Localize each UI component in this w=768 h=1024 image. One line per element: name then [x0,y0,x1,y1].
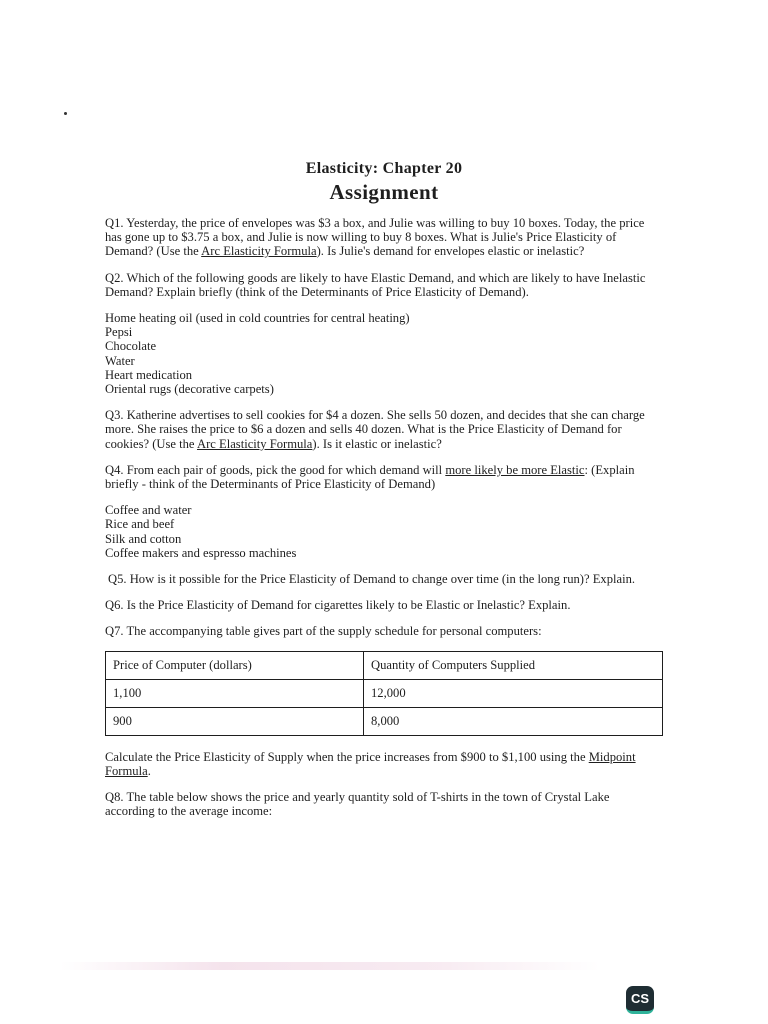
table-header-cell: Quantity of Computers Supplied [364,651,663,679]
question-2: Q2. Which of the following goods are likely to have Elastic Demand, and which are likely to have Inelastic Demand? Explain briefly (think of the Determinants of Price Elasticity of Demand). [105,270,646,299]
table-cell: 1,100 [106,679,364,707]
list-item: Home heating oil (used in cold countries for central heating) [105,311,410,326]
table-header-cell: Price of Computer (dollars) [106,651,364,679]
question-5: Q5. How is it possible for the Price Elasticity of Demand to change over time (in the long run)? Explain. [108,572,636,587]
list-item: Silk and cotton [105,531,182,546]
page-title: Assignment [329,180,439,204]
question-7: Q7. The accompanying table gives part of the supply schedule for personal computers: [105,624,542,639]
table-row [106,707,663,735]
table-cell: 12,000 [364,679,663,707]
list-item: Pepsi [105,325,133,340]
q4-pairs-list [105,503,661,560]
list-item: Heart medication [105,367,193,382]
scan-artifact [60,962,600,970]
midpoint-formula-link: Midpoint Formula [105,749,636,778]
table-row [106,679,663,707]
supply-schedule-table [105,651,663,736]
table-cell: 8,000 [364,707,663,735]
more-elastic-emphasis: more likely be more Elastic [445,462,585,477]
arc-elasticity-formula-link: Arc Elasticity Formula [196,436,313,451]
list-item: Chocolate [105,339,157,354]
question-6: Q6. Is the Price Elasticity of Demand for cigarettes likely to be Elastic or Inelastic? Explain. [105,598,571,613]
list-item: Coffee makers and espresso machines [105,545,297,560]
list-item: Water [105,353,135,368]
scan-speck [64,112,67,115]
table-cell: 900 [106,707,364,735]
camscanner-logo-icon: CS [626,986,654,1014]
question-3: Q3. Katherine advertises to sell cookies for $4 a dozen. She sells 50 dozen, and decides that she can charge more. She raises the price to $6 a dozen and sells 40 dozen. What is the Price Elasticity of Demand for cookies? (Use the Arc Elasticity Formula). Is it elastic or inelastic? [105,408,645,451]
arc-elasticity-formula-link: Arc Elasticity Formula [201,244,317,259]
question-1: Q1. Yesterday, the price of envelopes was $3 a box, and Julie was willing to buy 10 boxes. Today, the price has gone up to $3.75 a box, and Julie is now willing to buy 8 boxes. What is Julie's Price Elasticity of Demand? (Use the Arc Elasticity Formula). Is Julie's demand for envelopes elastic or inelastic? [105,216,645,259]
list-item: Oriental rugs (decorative carpets) [105,382,274,397]
question-4: Q4. From each pair of goods, pick the good for which demand will more likely be more Elastic: (Explain briefly - think of the Determinants of Price Elasticity of Demand) [105,462,635,492]
page-header [0,160,768,205]
table-header-row [106,651,663,679]
question-8: Q8. The table below shows the price and yearly quantity sold of T-shirts in the town of Crystal Lake according to the average income: [105,790,610,819]
page-subtitle: Elasticity: Chapter 20 [305,160,463,177]
q2-goods-list [105,311,661,396]
list-item: Rice and beef [105,517,175,532]
assignment-body [105,216,661,830]
question-7-followup: Calculate the Price Elasticity of Supply when the price increases from $900 to $1,100 using the Midpoint Formula. [105,749,636,778]
list-item: Coffee and water [105,503,192,518]
